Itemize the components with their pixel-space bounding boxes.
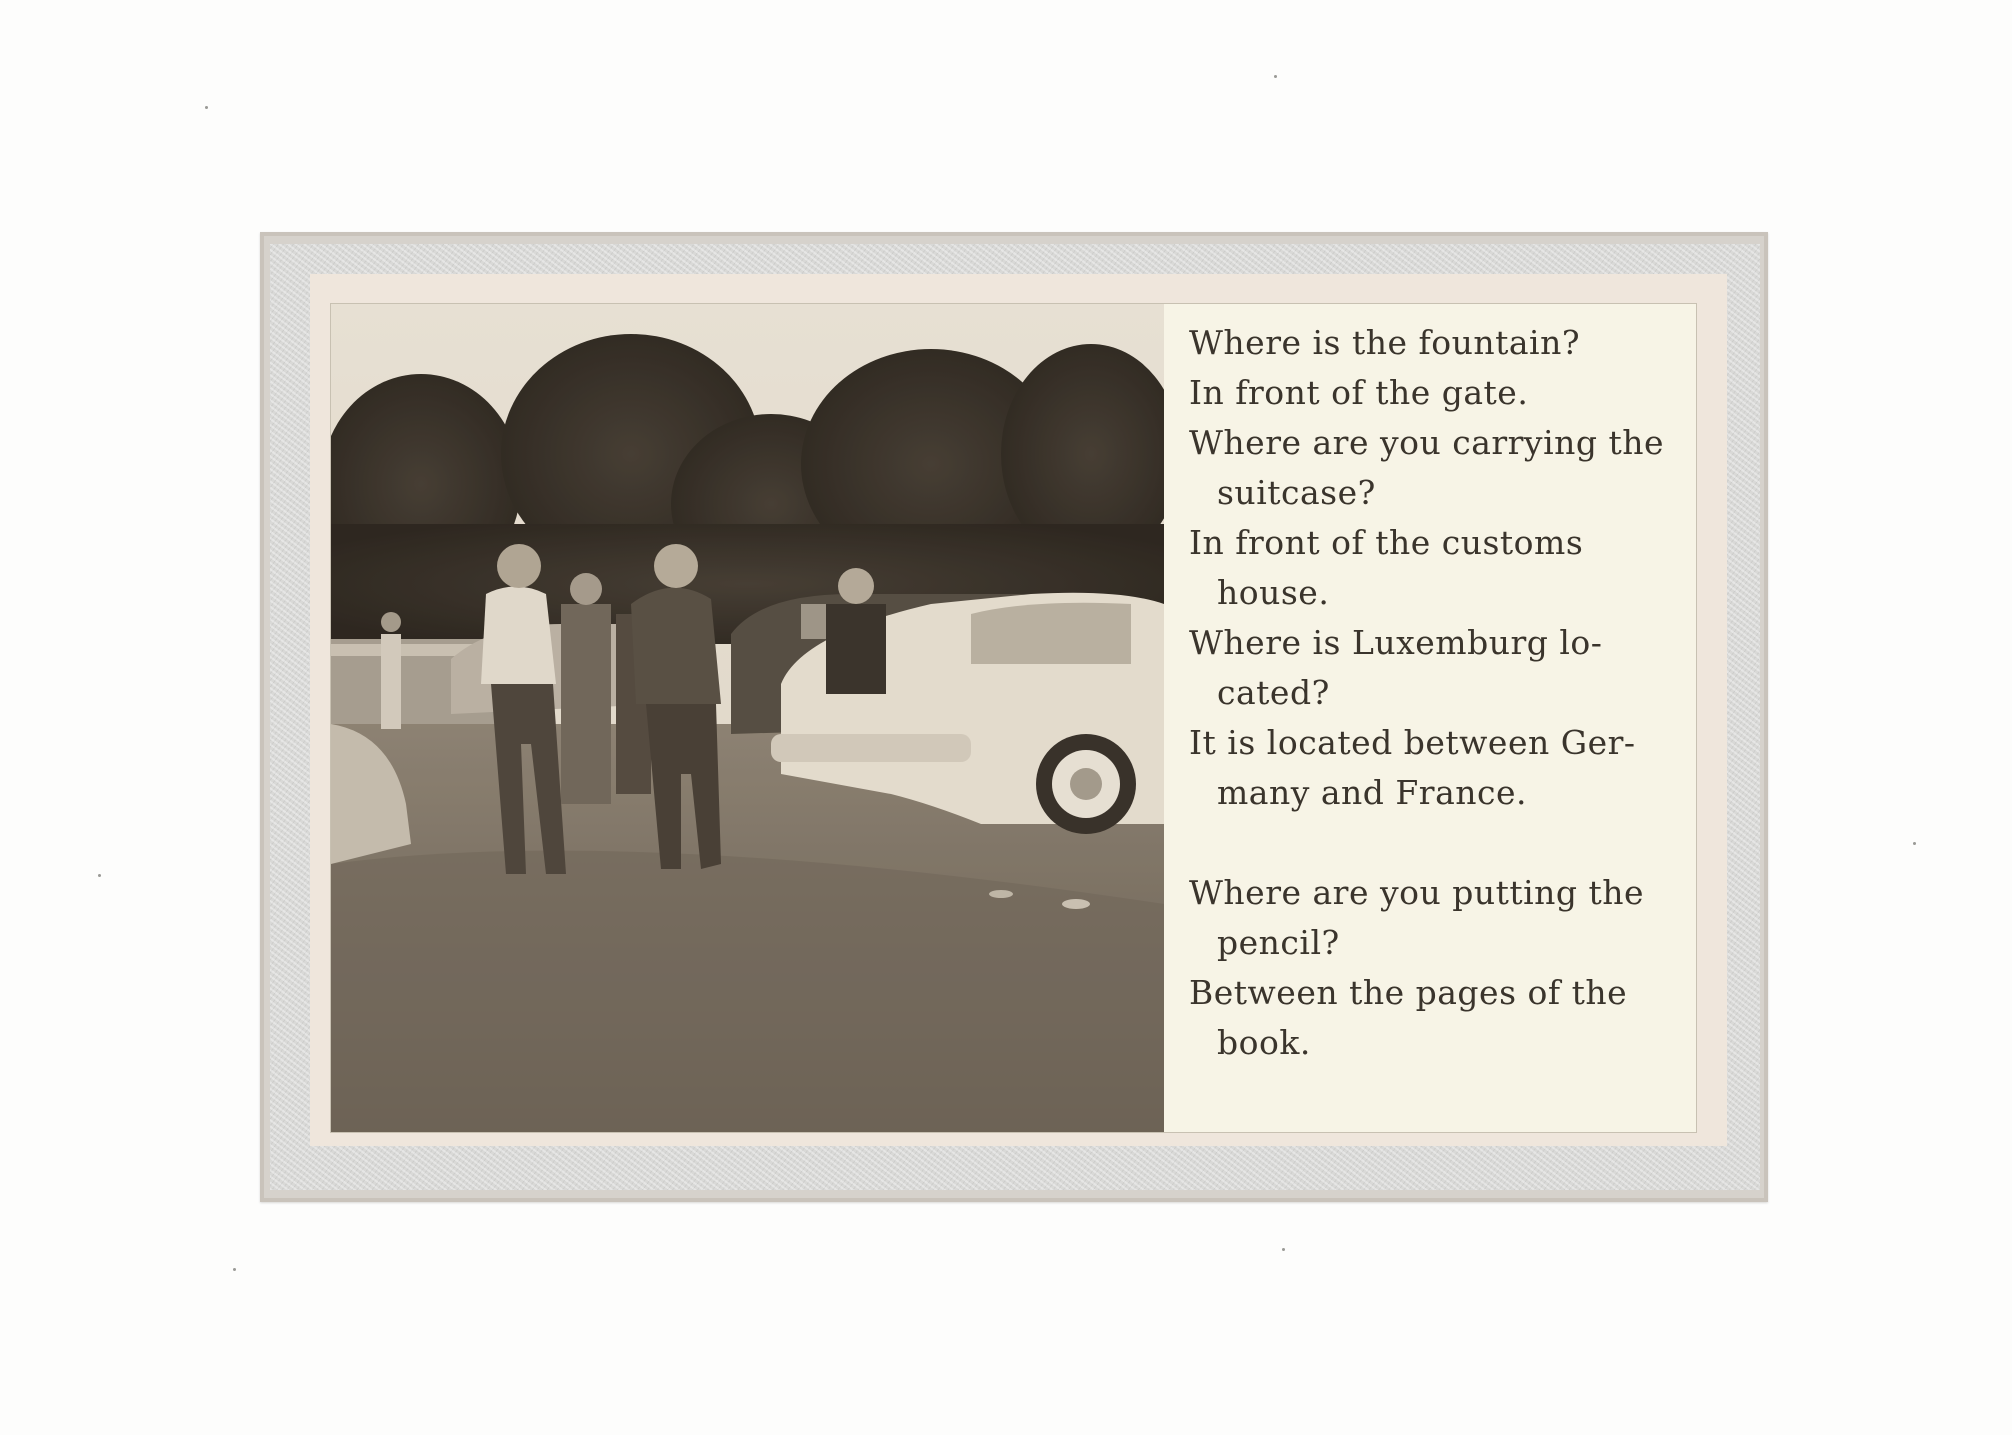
caption-line: pencil? (1217, 923, 1340, 962)
paper-speck (1282, 1248, 1285, 1251)
paper-speck (98, 874, 101, 877)
paper-speck (1274, 75, 1277, 78)
caption-line: It is located between Ger- (1189, 723, 1636, 762)
caption-spacer (1189, 818, 1689, 868)
caption-line: Where are you carrying the (1189, 423, 1665, 462)
photo-card (330, 303, 1697, 1133)
vintage-photograph (331, 304, 1164, 1132)
caption-line: cated? (1217, 673, 1330, 712)
caption-line: Where is the fountain? (1189, 323, 1581, 362)
paper-speck (205, 106, 208, 109)
caption-text (1189, 318, 1689, 1068)
caption-line: In front of the gate. (1189, 373, 1529, 412)
caption-line: Where are you putting the (1189, 873, 1645, 912)
caption-line: Between the pages of the (1189, 973, 1628, 1012)
photo-illustration (331, 304, 1164, 1132)
caption-line: Where is Luxemburg lo- (1189, 623, 1603, 662)
paper-speck (233, 1268, 236, 1271)
caption-line: many and France. (1217, 773, 1527, 812)
caption-line: In front of the customs (1189, 523, 1584, 562)
caption-line: suitcase? (1217, 473, 1376, 512)
caption-line: house. (1217, 573, 1330, 612)
paper-speck (1913, 842, 1916, 845)
caption-line: book. (1217, 1023, 1311, 1062)
